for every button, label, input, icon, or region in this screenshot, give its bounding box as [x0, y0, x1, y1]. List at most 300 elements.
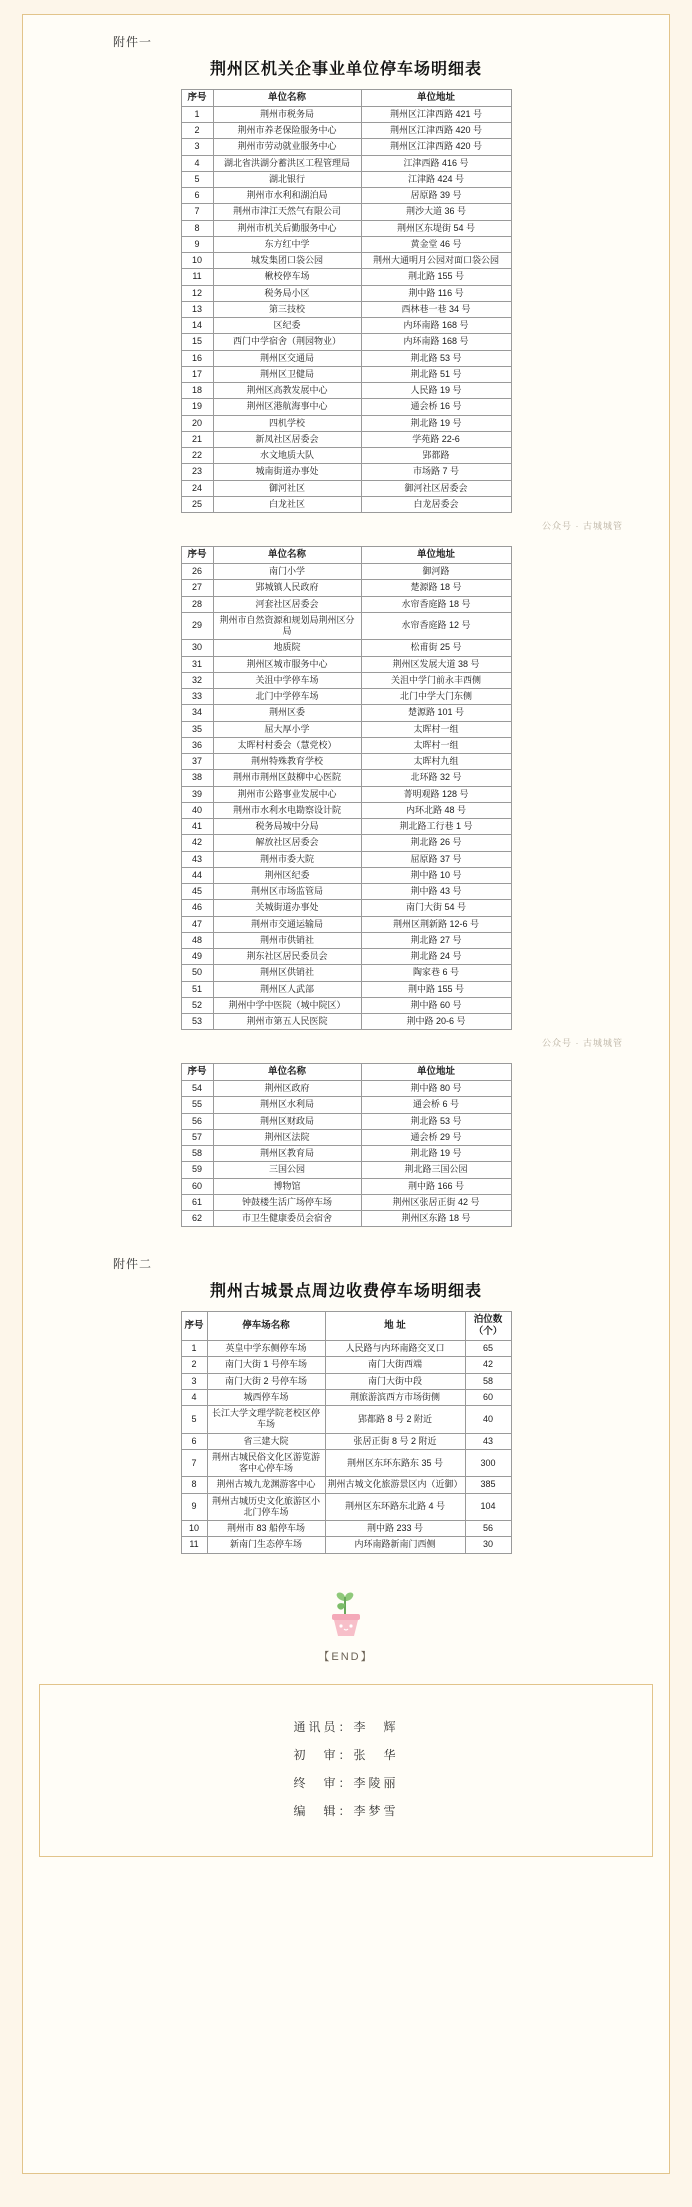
col-header-lot-address: 地 址 [325, 1312, 465, 1341]
cell-unit-name: 御河社区 [213, 480, 361, 496]
cell-index: 54 [181, 1081, 213, 1097]
cell-unit-address: 荆州区东堤街 54 号 [361, 220, 511, 236]
cell-unit-address: 陶家巷 6 号 [361, 965, 511, 981]
credit-final-review: 终 审：李陵丽 [293, 1775, 399, 1790]
table-row [181, 965, 511, 981]
cell-unit-name: 荆州市委大院 [213, 851, 361, 867]
cell-index: 8 [181, 220, 213, 236]
cell-unit-name: 水文地质大队 [213, 448, 361, 464]
cell-lot-capacity: 30 [465, 1537, 511, 1553]
cell-index: 13 [181, 301, 213, 317]
cell-unit-address: 荆中路 155 号 [361, 981, 511, 997]
cell-unit-address: 江津路 424 号 [361, 171, 511, 187]
cell-unit-name: 荆州市供销社 [213, 932, 361, 948]
cell-index: 3 [181, 139, 213, 155]
table-row [181, 139, 511, 155]
cell-unit-name: 荆州市公路事业发展中心 [213, 786, 361, 802]
cell-index: 1 [181, 106, 213, 122]
cell-unit-address: 楚源路 101 号 [361, 705, 511, 721]
cell-unit-name: 荆州区教育局 [213, 1146, 361, 1162]
cell-lot-capacity: 43 [465, 1433, 511, 1449]
cell-unit-name: 荆州区卫健局 [213, 366, 361, 382]
cell-unit-address: 内环南路 168 号 [361, 318, 511, 334]
cell-index: 41 [181, 819, 213, 835]
cell-lot-name: 荆州古城民俗文化区游览游客中心停车场 [207, 1449, 325, 1477]
cell-lot-name: 省三建大院 [207, 1433, 325, 1449]
cell-index: 5 [181, 171, 213, 187]
cell-lot-capacity: 40 [465, 1406, 511, 1434]
cell-index: 5 [181, 1406, 207, 1434]
cell-unit-name: 税务局城中分局 [213, 819, 361, 835]
cell-index: 55 [181, 1097, 213, 1113]
cell-index: 35 [181, 721, 213, 737]
watermark-1: 公众号 · 古城城管 [542, 521, 623, 532]
table-row [181, 350, 511, 366]
table-row [181, 916, 511, 932]
scenic-parking-table [181, 1311, 512, 1553]
table-row [181, 721, 511, 737]
cell-unit-name: 城发集团口袋公园 [213, 253, 361, 269]
cell-unit-address: 荆北路 27 号 [361, 932, 511, 948]
cell-unit-address: 楚源路 18 号 [361, 580, 511, 596]
cell-lot-capacity: 56 [465, 1521, 511, 1537]
table-row [181, 835, 511, 851]
document-frame [22, 14, 670, 2174]
table-row [181, 1081, 511, 1097]
table-row [181, 383, 511, 399]
cell-unit-name: 荆州市津江天然气有限公司 [213, 204, 361, 220]
cell-index: 4 [181, 1389, 207, 1405]
cell-unit-name: 四机学校 [213, 415, 361, 431]
cell-index: 15 [181, 334, 213, 350]
cell-index: 9 [181, 236, 213, 252]
cell-unit-name: 湖北银行 [213, 171, 361, 187]
cell-unit-name: 荆州区城市服务中心 [213, 656, 361, 672]
col-header-index: 序号 [181, 90, 213, 107]
cell-unit-address: 江津西路 416 号 [361, 155, 511, 171]
cell-unit-address: 御河路 [361, 564, 511, 580]
cell-unit-address: 南门大街 54 号 [361, 900, 511, 916]
cell-index: 30 [181, 640, 213, 656]
cell-unit-name: 北门中学停车场 [213, 689, 361, 705]
cell-index: 19 [181, 399, 213, 415]
cell-unit-name: 荆州区法院 [213, 1129, 361, 1145]
cell-unit-name: 荆州市第五人民医院 [213, 1014, 361, 1030]
credit-reporter: 通讯员：李 辉 [293, 1719, 399, 1734]
cell-index: 51 [181, 981, 213, 997]
cell-unit-name: 屈大厚小学 [213, 721, 361, 737]
cell-lot-capacity: 42 [465, 1357, 511, 1373]
table-row [181, 220, 511, 236]
cell-unit-name: 荆州市养老保险服务中心 [213, 123, 361, 139]
cell-unit-address: 荆北路 24 号 [361, 949, 511, 965]
table-header-row [181, 547, 511, 564]
cell-lot-address: 荆中路 233 号 [325, 1521, 465, 1537]
cell-index: 62 [181, 1211, 213, 1227]
cell-unit-address: 荆北路工行巷 1 号 [361, 819, 511, 835]
table-row [181, 1449, 511, 1477]
cell-index: 11 [181, 1537, 207, 1553]
cell-lot-name: 南门大街 1 号停车场 [207, 1357, 325, 1373]
cell-index: 31 [181, 656, 213, 672]
table-row [181, 155, 511, 171]
table-row [181, 464, 511, 480]
cell-unit-address: 荆州区东路 18 号 [361, 1211, 511, 1227]
cell-index: 20 [181, 415, 213, 431]
cell-index: 12 [181, 285, 213, 301]
cell-index: 32 [181, 672, 213, 688]
cell-unit-address: 荆中路 20-6 号 [361, 1014, 511, 1030]
cell-unit-name: 荆州市荆州区鼓柳中心医院 [213, 770, 361, 786]
cell-index: 34 [181, 705, 213, 721]
cell-unit-address: 通会桥 16 号 [361, 399, 511, 415]
cell-unit-name: 荆州区供销社 [213, 965, 361, 981]
cell-unit-address: 太晖村九组 [361, 754, 511, 770]
table-row [181, 867, 511, 883]
cell-unit-name: 荆州区水利局 [213, 1097, 361, 1113]
col-header-unit-name: 单位名称 [213, 1064, 361, 1081]
cell-lot-address: 人民路与内环南路交叉口 [325, 1341, 465, 1357]
cell-unit-address: 西林巷一巷 34 号 [361, 301, 511, 317]
cell-unit-name: 湖北省洪湖分蓄洪区工程管理局 [213, 155, 361, 171]
cell-unit-address: 荆中路 116 号 [361, 285, 511, 301]
cell-unit-address: 屈原路 37 号 [361, 851, 511, 867]
table-row [181, 1113, 511, 1129]
cell-index: 1 [181, 1341, 207, 1357]
cell-unit-name: 解放社区居委会 [213, 835, 361, 851]
table-row [181, 770, 511, 786]
cell-unit-address: 荆中路 80 号 [361, 1081, 511, 1097]
cell-unit-name: 荆州区市场监管局 [213, 884, 361, 900]
table-row [181, 1389, 511, 1405]
cell-unit-address: 荆北路 19 号 [361, 1146, 511, 1162]
col-header-unit-address: 单位地址 [361, 547, 511, 564]
cell-unit-address: 通会桥 6 号 [361, 1097, 511, 1113]
table-row [181, 253, 511, 269]
cell-index: 50 [181, 965, 213, 981]
plant-pot-icon [324, 1588, 368, 1640]
cell-index: 10 [181, 1521, 207, 1537]
cell-unit-name: 荆州市交通运输局 [213, 916, 361, 932]
credits-box [39, 1684, 653, 1857]
cell-unit-address: 人民路 19 号 [361, 383, 511, 399]
table-row [181, 1521, 511, 1537]
table-row [181, 689, 511, 705]
cell-lot-name: 南门大街 2 号停车场 [207, 1373, 325, 1389]
cell-unit-address: 荆州区江津西路 420 号 [361, 123, 511, 139]
cell-unit-address: 黄金堂 46 号 [361, 236, 511, 252]
cell-unit-address: 御河社区居委会 [361, 480, 511, 496]
cell-unit-address: 太晖村一组 [361, 721, 511, 737]
cell-unit-name: 三国公园 [213, 1162, 361, 1178]
cell-index: 58 [181, 1146, 213, 1162]
cell-unit-name: 荆州市水利水电勘察设计院 [213, 802, 361, 818]
table-row [181, 171, 511, 187]
cell-lot-name: 荆州古城历史文化旅游区小北门停车场 [207, 1493, 325, 1521]
cell-index: 7 [181, 204, 213, 220]
cell-unit-address: 市场路 7 号 [361, 464, 511, 480]
table-row [181, 480, 511, 496]
cell-unit-address: 荆中路 10 号 [361, 867, 511, 883]
table-row [181, 802, 511, 818]
table-row [181, 1341, 511, 1357]
cell-unit-name: 第三技校 [213, 301, 361, 317]
table-row [181, 106, 511, 122]
cell-unit-address: 荆北路三国公园 [361, 1162, 511, 1178]
watermark-2: 公众号 · 古城城管 [542, 1038, 623, 1049]
cell-unit-address: 学苑路 22-6 [361, 431, 511, 447]
cell-index: 28 [181, 596, 213, 612]
cell-unit-address: 通会桥 29 号 [361, 1129, 511, 1145]
cell-index: 6 [181, 1433, 207, 1449]
cell-unit-name: 河套社区居委会 [213, 596, 361, 612]
table-row [181, 1178, 511, 1194]
table-row [181, 1097, 511, 1113]
cell-index: 8 [181, 1477, 207, 1493]
table-row [181, 415, 511, 431]
table-row [181, 705, 511, 721]
table-row [181, 269, 511, 285]
cell-unit-name: 荆州市水利和湖泊局 [213, 188, 361, 204]
parking-table-part2 [181, 546, 512, 1030]
table-row [181, 1014, 511, 1030]
cell-index: 27 [181, 580, 213, 596]
cell-unit-address: 荆州区江津西路 421 号 [361, 106, 511, 122]
cell-index: 42 [181, 835, 213, 851]
cell-index: 45 [181, 884, 213, 900]
cell-unit-address: 荆中路 60 号 [361, 997, 511, 1013]
table-row [181, 997, 511, 1013]
cell-lot-address: 荆州区东环东路东 35 号 [325, 1449, 465, 1477]
cell-unit-address: 居原路 39 号 [361, 188, 511, 204]
parking-table-part1 [181, 89, 512, 513]
cell-index: 40 [181, 802, 213, 818]
cell-unit-name: 荆州市税务局 [213, 106, 361, 122]
cell-unit-name: 荆州区港航海事中心 [213, 399, 361, 415]
cell-unit-name: 荆州特殊教育学校 [213, 754, 361, 770]
cell-unit-address: 水帘香庭路 18 号 [361, 596, 511, 612]
col-header-unit-address: 单位地址 [361, 90, 511, 107]
parking-table-part3 [181, 1063, 512, 1227]
cell-lot-capacity: 60 [465, 1389, 511, 1405]
cell-unit-name: 西门中学宿舍（荆园物业） [213, 334, 361, 350]
cell-unit-address: 北门中学大门东侧 [361, 689, 511, 705]
cell-index: 22 [181, 448, 213, 464]
cell-unit-name: 地质院 [213, 640, 361, 656]
cell-unit-name: 税务局小区 [213, 285, 361, 301]
cell-index: 43 [181, 851, 213, 867]
cell-unit-address: 荆北路 53 号 [361, 350, 511, 366]
end-text: 【END】 [318, 1650, 374, 1663]
cell-index: 3 [181, 1373, 207, 1389]
cell-unit-name: 博物馆 [213, 1178, 361, 1194]
cell-index: 60 [181, 1178, 213, 1194]
table-row [181, 123, 511, 139]
cell-unit-address: 北环路 32 号 [361, 770, 511, 786]
cell-unit-name: 关城街道办事处 [213, 900, 361, 916]
cell-index: 18 [181, 383, 213, 399]
table-row [181, 672, 511, 688]
cell-index: 26 [181, 564, 213, 580]
cell-index: 48 [181, 932, 213, 948]
cell-unit-name: 荆州区政府 [213, 1081, 361, 1097]
table-row [181, 1373, 511, 1389]
cell-unit-name: 新凤社区居委会 [213, 431, 361, 447]
cell-unit-name: 荆州市机关后勤服务中心 [213, 220, 361, 236]
table-row [181, 399, 511, 415]
cell-lot-name: 长江大学文理学院老校区停车场 [207, 1406, 325, 1434]
cell-lot-name: 荆州古城九龙渊游客中心 [207, 1477, 325, 1493]
cell-index: 57 [181, 1129, 213, 1145]
cell-unit-name: 市卫生健康委员会宿舍 [213, 1211, 361, 1227]
table-row [181, 188, 511, 204]
cell-unit-name: 区纪委 [213, 318, 361, 334]
cell-lot-name: 新南门生态停车场 [207, 1537, 325, 1553]
table-row [181, 431, 511, 447]
cell-unit-name: 南门小学 [213, 564, 361, 580]
attachment-2-title: 荆州古城景点周边收费停车场明细表 [209, 1283, 482, 1301]
col-header-index: 序号 [181, 547, 213, 564]
cell-unit-address: 内环北路 48 号 [361, 802, 511, 818]
table-row [181, 596, 511, 612]
cell-unit-address: 内环南路 168 号 [361, 334, 511, 350]
cell-unit-address: 荆北路 26 号 [361, 835, 511, 851]
cell-unit-name: 太晖村村委会（慧党校） [213, 737, 361, 753]
cell-unit-name: 荆州市劳动就业服务中心 [213, 139, 361, 155]
table-row [181, 334, 511, 350]
table-row [181, 318, 511, 334]
cell-index: 36 [181, 737, 213, 753]
table-row [181, 1146, 511, 1162]
cell-index: 56 [181, 1113, 213, 1129]
attachment-1-label: 附件一 [113, 35, 153, 49]
cell-unit-name: 荆州区交通局 [213, 350, 361, 366]
cell-index: 39 [181, 786, 213, 802]
cell-unit-name: 荆东社区居民委员会 [213, 949, 361, 965]
cell-index: 52 [181, 997, 213, 1013]
table-row [181, 819, 511, 835]
cell-index: 46 [181, 900, 213, 916]
cell-unit-address: 荆州区发展大道 38 号 [361, 656, 511, 672]
cell-index: 6 [181, 188, 213, 204]
table-header-row [181, 90, 511, 107]
cell-unit-address: 荆北路 155 号 [361, 269, 511, 285]
cell-index: 37 [181, 754, 213, 770]
col-header-unit-name: 单位名称 [213, 90, 361, 107]
table-row [181, 366, 511, 382]
cell-unit-name: 钟鼓楼生活广场停车场 [213, 1194, 361, 1210]
cell-unit-name: 荆州区委 [213, 705, 361, 721]
end-block [39, 1588, 653, 1664]
cell-lot-address: 南门大街中段 [325, 1373, 465, 1389]
cell-index: 9 [181, 1493, 207, 1521]
cell-index: 29 [181, 612, 213, 640]
cell-index: 10 [181, 253, 213, 269]
cell-lot-capacity: 65 [465, 1341, 511, 1357]
cell-unit-name: 荆州区人武部 [213, 981, 361, 997]
cell-index: 2 [181, 123, 213, 139]
cell-lot-name: 荆州市 83 船停车场 [207, 1521, 325, 1537]
table-row [181, 285, 511, 301]
cell-unit-address: 荆北路 51 号 [361, 366, 511, 382]
table-row [181, 981, 511, 997]
table-row [181, 884, 511, 900]
cell-index: 24 [181, 480, 213, 496]
table-row [181, 1194, 511, 1210]
cell-lot-address: 荆州古城文化旅游景区内（近御） [325, 1477, 465, 1493]
cell-index: 17 [181, 366, 213, 382]
cell-unit-address: 关沮中学门前永丰西侧 [361, 672, 511, 688]
cell-unit-address: 白龙居委会 [361, 496, 511, 512]
attachment-2-label: 附件二 [113, 1257, 153, 1272]
cell-unit-name: 荆州区高教发展中心 [213, 383, 361, 399]
table-row [181, 612, 511, 640]
cell-unit-name: 白龙社区 [213, 496, 361, 512]
table-row [181, 1433, 511, 1449]
cell-lot-name: 城西停车场 [207, 1389, 325, 1405]
cell-index: 33 [181, 689, 213, 705]
col-header-lot-name: 停车场名称 [207, 1312, 325, 1341]
table-row [181, 737, 511, 753]
cell-unit-address: 荆州区张居正街 42 号 [361, 1194, 511, 1210]
col-header-lot-capacity: 泊位数（个） [465, 1312, 511, 1341]
cell-index: 61 [181, 1194, 213, 1210]
cell-lot-name: 英皇中学东侧停车场 [207, 1341, 325, 1357]
cell-unit-address: 荆中路 43 号 [361, 884, 511, 900]
table-row [181, 496, 511, 512]
cell-lot-capacity: 58 [465, 1373, 511, 1389]
table-row [181, 754, 511, 770]
cell-index: 53 [181, 1014, 213, 1030]
table-row [181, 204, 511, 220]
cell-index: 38 [181, 770, 213, 786]
table-row [181, 1129, 511, 1145]
cell-unit-address: 荆州区江津西路 420 号 [361, 139, 511, 155]
table-row [181, 564, 511, 580]
cell-index: 25 [181, 496, 213, 512]
table-header-row [181, 1064, 511, 1081]
cell-index: 59 [181, 1162, 213, 1178]
cell-index: 14 [181, 318, 213, 334]
table-row [181, 851, 511, 867]
cell-unit-address: 荆沙大道 36 号 [361, 204, 511, 220]
attachment-1-title: 荆州区机关企事业单位停车场明细表 [209, 61, 482, 78]
cell-index: 21 [181, 431, 213, 447]
table-row [181, 1211, 511, 1227]
cell-unit-address: 太晖村一组 [361, 737, 511, 753]
cell-lot-address: 郢都路 8 号 2 附近 [325, 1406, 465, 1434]
cell-unit-address: 荆北路 19 号 [361, 415, 511, 431]
cell-index: 2 [181, 1357, 207, 1373]
cell-unit-name: 郢城镇人民政府 [213, 580, 361, 596]
table-row [181, 900, 511, 916]
cell-lot-capacity: 300 [465, 1449, 511, 1477]
table-row [181, 656, 511, 672]
table-row [181, 301, 511, 317]
table-row [181, 1357, 511, 1373]
cell-unit-address: 荆中路 166 号 [361, 1178, 511, 1194]
cell-index: 7 [181, 1449, 207, 1477]
table-row [181, 1477, 511, 1493]
cell-unit-address: 郢都路 [361, 448, 511, 464]
credit-editor: 编 辑：李梦雪 [293, 1803, 399, 1818]
col-header-index: 序号 [181, 1064, 213, 1081]
table-row [181, 949, 511, 965]
cell-unit-address: 菁明观路 128 号 [361, 786, 511, 802]
cell-lot-capacity: 104 [465, 1493, 511, 1521]
credit-first-review: 初 审：张 华 [293, 1747, 399, 1762]
cell-unit-address: 荆州大通明月公园对面口袋公园 [361, 253, 511, 269]
